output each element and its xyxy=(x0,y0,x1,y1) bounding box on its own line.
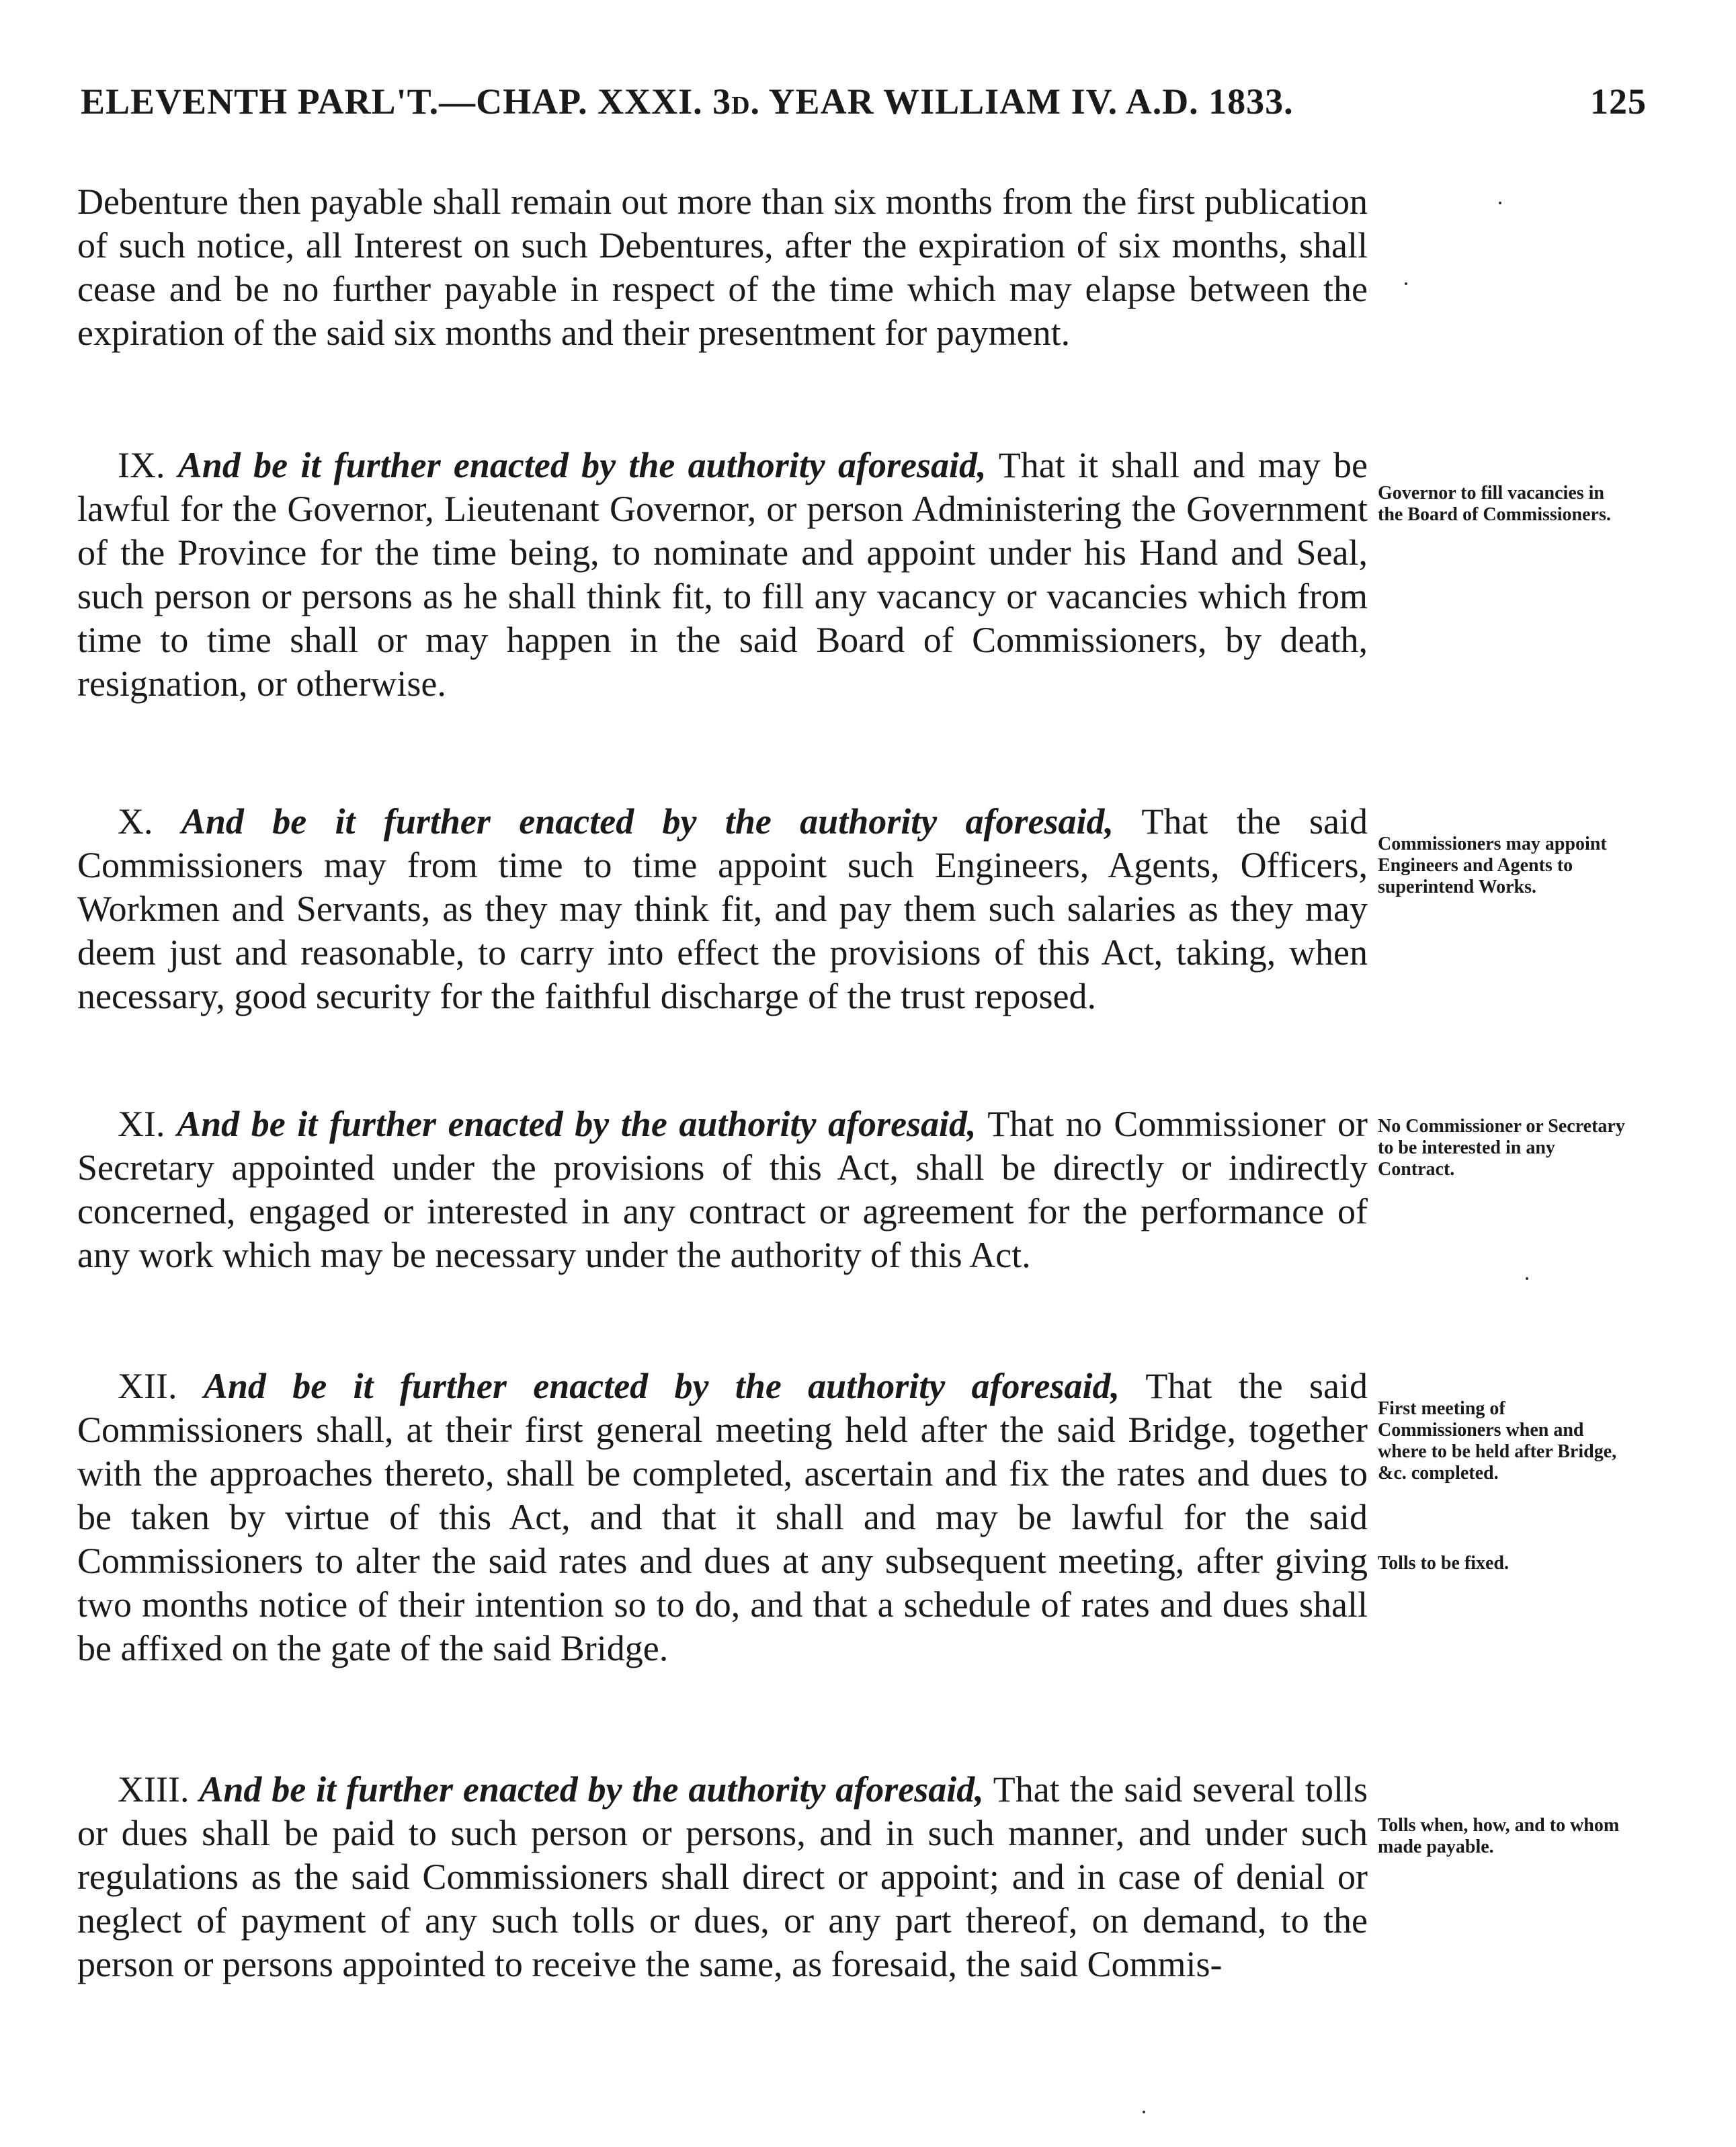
header-title: ELEVENTH PARL'T.—CHAP. XXXI. 3d. YEAR WILLIAM IV. A.D. 1833. xyxy=(81,81,1294,122)
print-speck xyxy=(1143,2111,1145,2113)
marginal-note-ix: Governor to fill vacancies in the Board of Commissioners. xyxy=(1378,483,1611,525)
marginal-note-xi: No Commissioner or Secretary to be interested in any Contract. xyxy=(1378,1116,1625,1180)
section-body: That the said Commissioners shall, at their first general meeting held after the said Bridge, together with the approaches thereto, shall be completed, ascertain and fix the rates and dues to be taken by virtue of this Act, and that it shall and may be lawful for the said Commissioners to alter the said rates and dues at any subsequent meeting, after giving two months notice of their intention so to do, and that a schedule of rates and dues shall be affixed on the gate of the said Bridge. xyxy=(77,1366,1368,1668)
marginal-note-x: Commissioners may appoint Engineers and Agents to superintend Works. xyxy=(1378,834,1607,897)
section-body: That it shall and may be lawful for the Governor, Lieutenant Governor, or person Administering the Government of the Province for the time being, to nominate and appoint under his Hand and Seal, such person or persons as he shall think fit, to fill any vacancy or vacancies which from time to time shall or may happen in the said Board of Commissioners, by death, resignation, or otherwise. xyxy=(77,445,1368,704)
section-numeral: IX. xyxy=(118,445,165,485)
print-speck xyxy=(1499,202,1501,204)
section-body: That no Commissioner or Secretary appointed under the provisions of this Act, shall be directly or indirectly concerned, engaged or interested in any contract or agreement for the performance of any work which may be necessary under the authority of this Act. xyxy=(77,1104,1368,1275)
running-header xyxy=(81,81,1653,134)
page-number: 125 xyxy=(1590,81,1647,122)
print-speck xyxy=(1526,1277,1528,1280)
section-body: That the said several tolls or dues shall be paid to such person or persons, and in such manner, and under such regulations as the said Commissioners shall direct or appoint; and in case of denial or neglect of payment of any such tolls or dues, or any part thereof, on demand, to the person or persons appointed to receive the same, as foresaid, the said Commis- xyxy=(77,1769,1368,1984)
marginal-note-xii: First meeting of Commissioners when and where to be held after Bridge, &c. completed. xyxy=(1378,1398,1617,1484)
enacting-clause: And be it further enacted by the authority aforesaid, xyxy=(199,1769,984,1810)
enacting-clause: And be it further enacted by the authority aforesaid, xyxy=(177,445,987,485)
section-ix xyxy=(77,444,1368,706)
section-x xyxy=(77,800,1368,1018)
marginal-note-xii-tolls: Tolls to be fixed. xyxy=(1378,1553,1509,1574)
section-numeral: XIII. xyxy=(118,1769,190,1810)
section-xiii xyxy=(77,1768,1368,1986)
print-speck xyxy=(1405,282,1407,285)
continuation-paragraph xyxy=(77,180,1368,355)
section-xii xyxy=(77,1365,1368,1670)
section-numeral: XII. xyxy=(118,1366,177,1406)
section-body: That the said Commissioners may from time to time appoint such Engineers, Agents, Officers, Workmen and Servants, as they may think fit, and pay them such salaries as they may deem just and reasonable, to carry into effect the provisions of this Act, taking, when necessary, good security for the faithful discharge of the trust reposed. xyxy=(77,801,1368,1016)
marginal-note-xiii: Tolls when, how, and to whom made payable. xyxy=(1378,1815,1620,1857)
enacting-clause: And be it further enacted by the authority aforesaid, xyxy=(177,1104,977,1144)
continuation-text: Debenture then payable shall remain out more than six months from the first publication of such notice, all Interest on such Debentures, after the expiration of six months, shall cease and be no further payable in respect of the time which may elapse between the expiration of the said six months and their presentment for payment. xyxy=(77,181,1368,353)
section-xi xyxy=(77,1102,1368,1277)
section-numeral: X. xyxy=(118,801,153,842)
section-numeral: XI. xyxy=(118,1104,165,1144)
enacting-clause: And be it further enacted by the authority aforesaid, xyxy=(203,1366,1120,1406)
enacting-clause: And be it further enacted by the authority aforesaid, xyxy=(181,801,1114,842)
